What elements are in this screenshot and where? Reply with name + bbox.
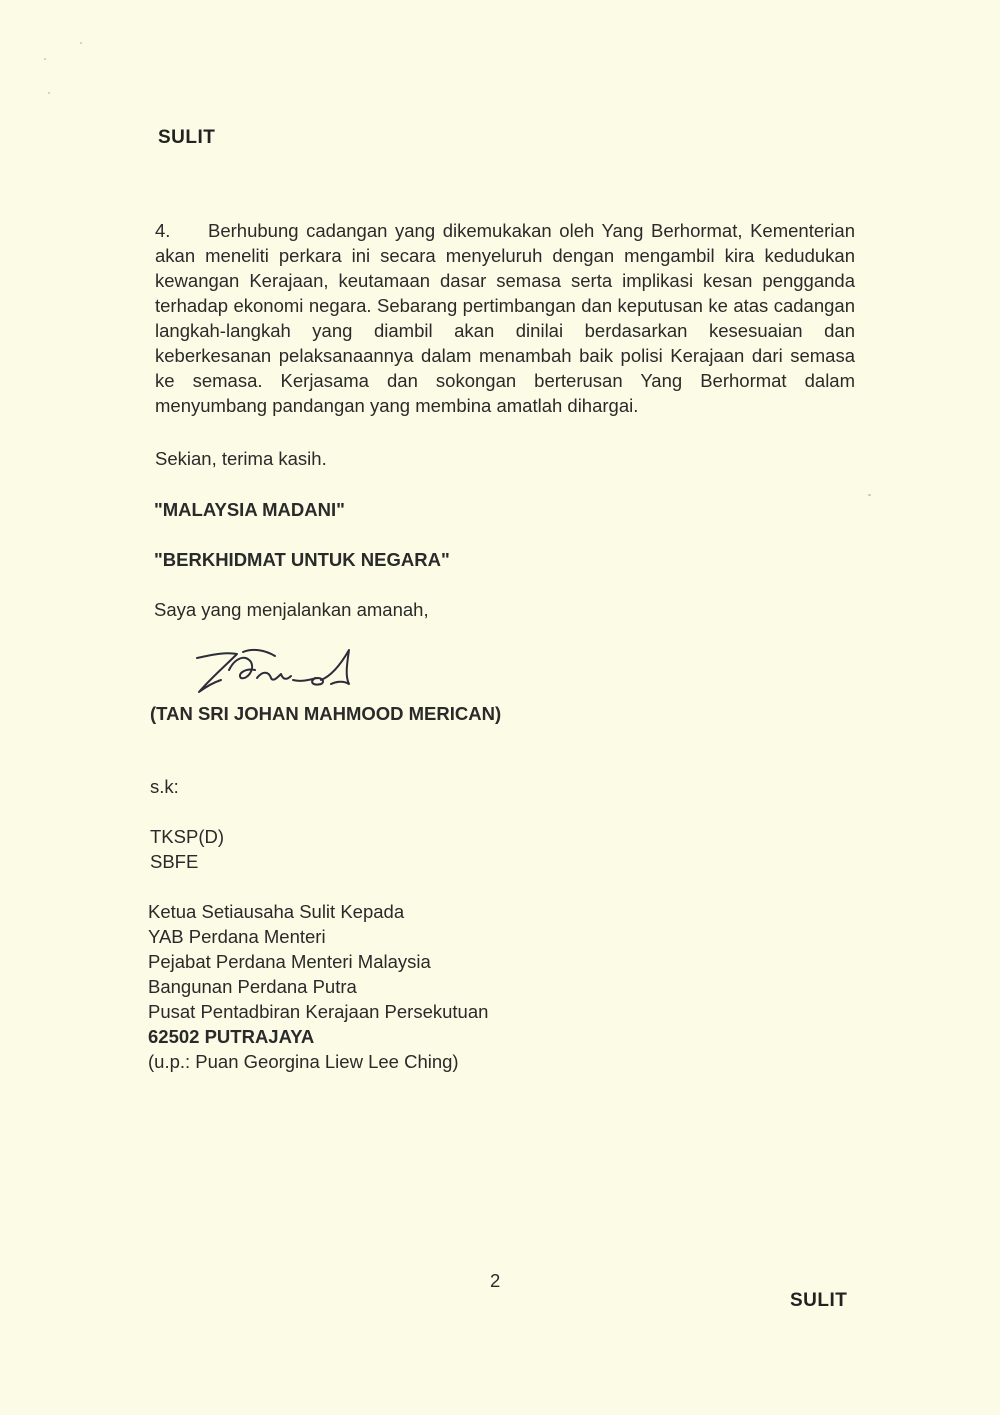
cc-label: s.k:	[150, 776, 179, 797]
trust-line: Saya yang menjalankan amanah,	[154, 599, 429, 620]
classification-header: SULIT	[158, 127, 216, 148]
closing-line: Sekian, terima kasih.	[155, 448, 327, 469]
slogan-malaysia-madani: "MALAYSIA MADANI"	[154, 499, 345, 520]
scan-speck	[44, 58, 46, 60]
address-line: Bangunan Perdana Putra	[148, 976, 357, 997]
address-line: Pejabat Perdana Menteri Malaysia	[148, 951, 431, 972]
paragraph-text: Berhubung cadangan yang dikemukakan oleh Yang Berhormat, Kementerian akan meneliti perkara ini secara menyeluruh dengan mengambil kira kedudukan kewangan Kerajaan, keutamaan dasar semasa serta implikasi kesan pengganda terhadap ekonomi negara. Sebarang pertimbangan dan keputusan ke atas cadangan langkah-langkah yang diambil akan dinilai berdasarkan kesesuaian dan keberkesanan pelaksanaannya dalam menambah baik polisi Kerajaan dari semasa ke semasa. Kerjasama dan sokongan berterusan Yang Berhormat dalam menyumbang pandangan yang membina amatlah dihargai.	[155, 220, 855, 416]
cc-recipient: SBFE	[150, 851, 199, 872]
classification-footer: SULIT	[790, 1290, 848, 1311]
slogan-berkhidmat: "BERKHIDMAT UNTUK NEGARA"	[154, 549, 450, 570]
scan-speck	[868, 494, 871, 496]
address-line: YAB Perdana Menteri	[148, 926, 326, 947]
cc-recipient: TKSP(D)	[150, 826, 224, 847]
address-line: Ketua Setiausaha Sulit Kepada	[148, 901, 405, 922]
paragraph-4	[155, 218, 855, 418]
scan-speck	[48, 92, 50, 94]
handwritten-signature	[185, 640, 375, 702]
address-attention: (u.p.: Puan Georgina Liew Lee Ching)	[148, 1051, 459, 1072]
scan-speck	[80, 42, 82, 44]
address-line: Pusat Pentadbiran Kerajaan Persekutuan	[148, 1001, 489, 1022]
page-number: 2	[490, 1270, 501, 1291]
address-postcode-city: 62502 PUTRAJAYA	[148, 1026, 315, 1047]
paragraph-number: 4.	[155, 220, 171, 241]
signatory-name: (TAN SRI JOHAN MAHMOOD MERICAN)	[150, 703, 502, 724]
